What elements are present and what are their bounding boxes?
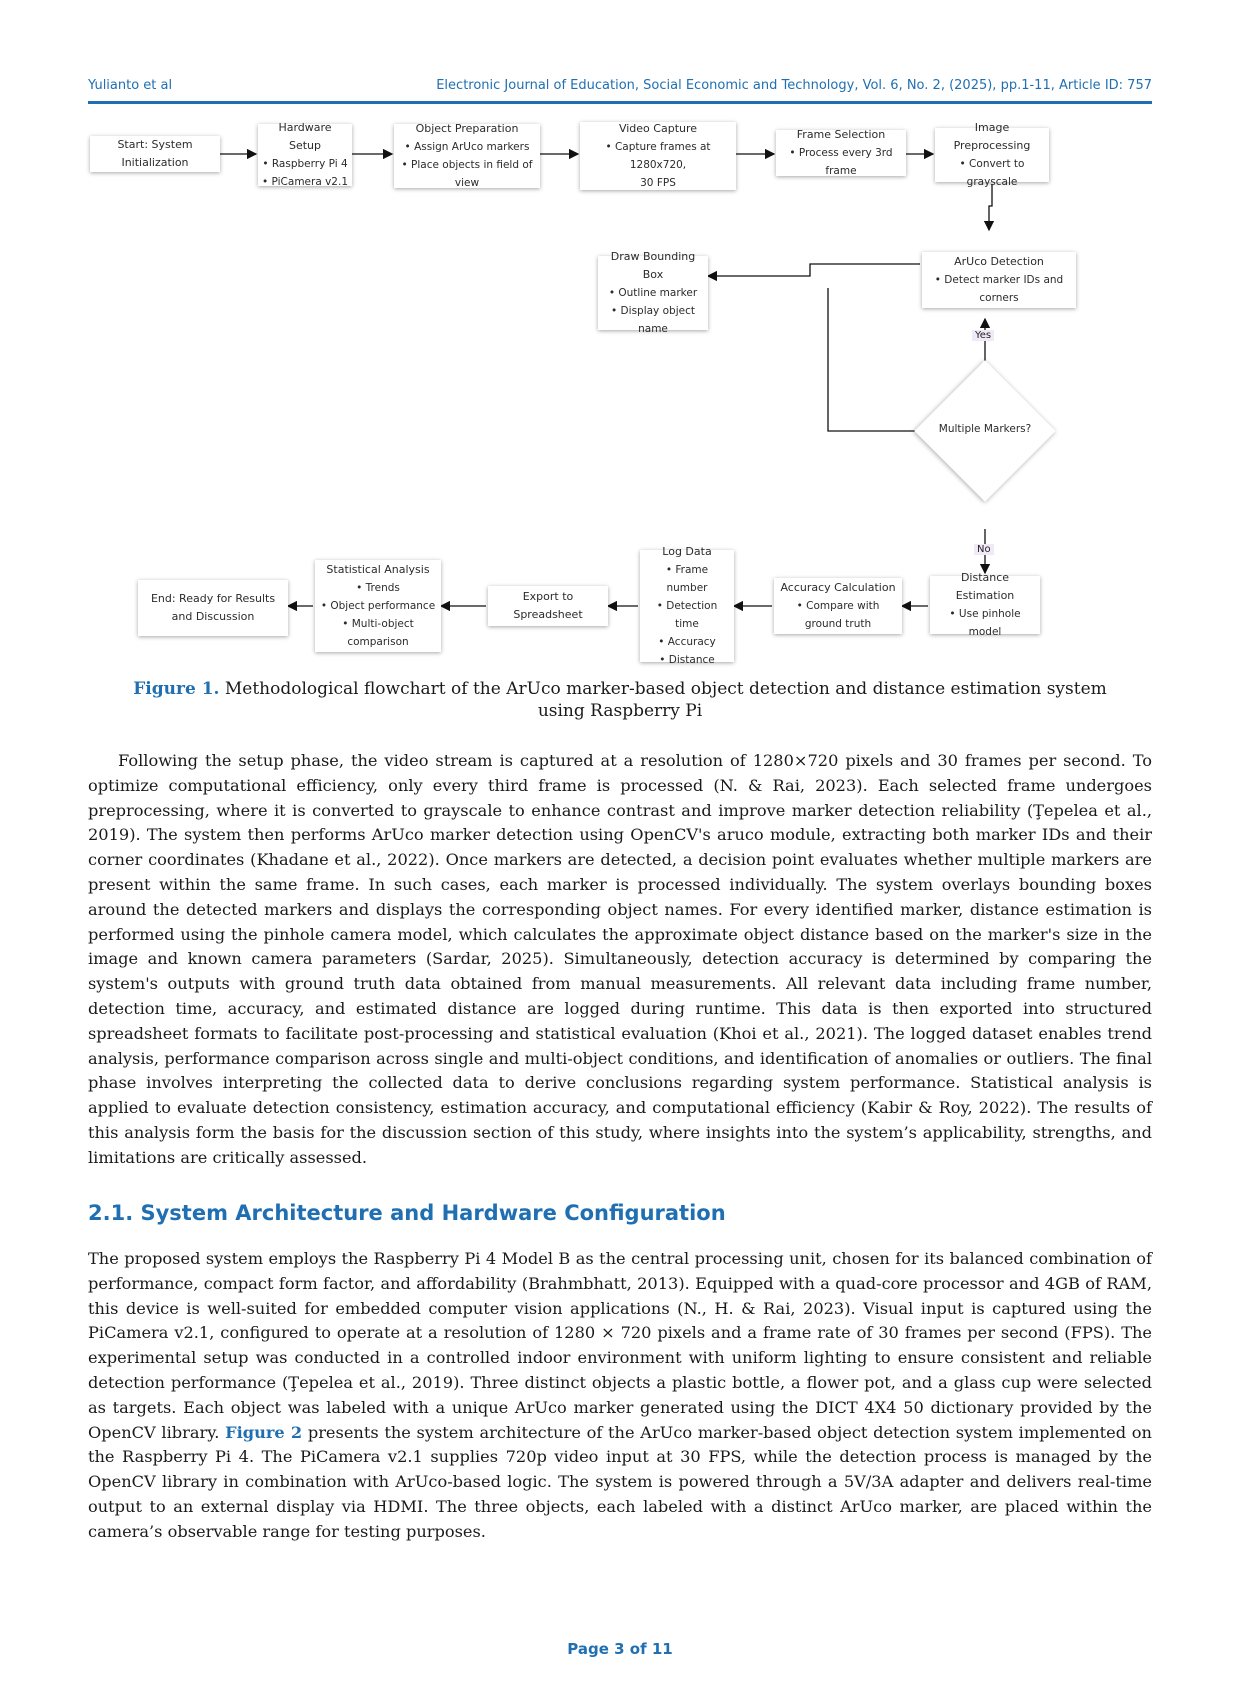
- node-statistical-analysis: Statistical Analysis • Trends • Object performance • Multi-object comparison: [315, 560, 441, 652]
- node-distance-estimation: Distance Estimation • Use pinhole model: [930, 576, 1040, 634]
- running-header-journal: Electronic Journal of Education, Social Economic and Technology, Vol. 6, No. 2, (2025), pp.1-11, Article ID: 757: [436, 78, 1152, 93]
- label-yes: Yes: [972, 330, 994, 341]
- label-no: No: [974, 544, 994, 555]
- node-object-preparation: Object Preparation • Assign ArUco markers • Place objects in field of view: [394, 124, 540, 188]
- figure-2-link[interactable]: Figure 2: [225, 1422, 303, 1442]
- node-end: End: Ready for Results and Discussion: [138, 580, 288, 636]
- node-export-spreadsheet: Export to Spreadsheet: [488, 586, 608, 626]
- node-image-preprocessing: Image Preprocessing • Convert to grayscale: [935, 128, 1049, 182]
- page-number: Page 3 of 11: [567, 1640, 673, 1658]
- node-log-data: Log Data • Frame number • Detection time • Accuracy • Distance: [640, 550, 734, 662]
- paragraph-2-text-before: The proposed system employs the Raspberry Pi 4 Model B as the central processing unit, chosen for its balanced combination of performance, compact form factor, and affordability (Brahmbhatt, 2013). Equipped with a quad-core processor and 4GB of RAM, this device is well-suited for embedded computer vision applications (N., H. & Rai, 2023). Visual input is captured using the PiCamera v2.1, configured to operate at a resolution of 1280 × 720 pixels and a frame rate of 30 frames per second (FPS). The experimental setup was conducted in a controlled indoor environment with uniform lighting to ensure consistent and reliable detection performance (Ţepelea et al., 2019). Three distinct objects a plastic bottle, a flower pot, and a glass cup were selected as targets. Each object was labeled with a unique ArUco marker generated using the DICT 4X4 50 dictionary provided by the OpenCV library.: [88, 1249, 1152, 1442]
- node-draw-bounding-box: Draw Bounding Box • Outline marker • Display object name: [598, 256, 708, 330]
- node-frame-selection: Frame Selection • Process every 3rd frame: [776, 130, 906, 176]
- figure-label: Figure 1.: [133, 679, 220, 699]
- node-start: Start: System Initialization: [90, 136, 220, 172]
- decision-label: Multiple Markers?: [938, 423, 1032, 435]
- body-paragraph-1: Following the setup phase, the video stream is captured at a resolution of 1280×720 pixels and 30 frames per second. To optimize computational efficiency, only every third frame is processed (N. & Rai, 2023). Each selected frame undergoes preprocessing, where it is converted to grayscale to enhance contrast and improve marker detection reliability (Ţepelea et al., 2019). The system then performs ArUco marker detection using OpenCV's aruco module, extracting both marker IDs and their corner coordinates (Khadane et al., 2022). Once markers are detected, a decision point evaluates whether multiple markers are present within the same frame. In such cases, each marker is processed individually. The system overlays bounding boxes around the detected markers and displays the corresponding object names. For every identified marker, distance estimation is performed using the pinhole camera model, which calculates the approximate object distance based on the marker's size in the image and known camera parameters (Sardar, 2025). Simultaneously, detection accuracy is determined by comparing the system's outputs with ground truth data obtained from manual measurements. All relevant data including frame number, detection time, accuracy, and estimated distance are logged during runtime. This data is then exported into structured spreadsheet formats to facilitate post-processing and statistical evaluation (Khoi et al., 2021). The logged dataset enables trend analysis, performance comparison across single and multi-object conditions, and identification of anomalies or outliers. The final phase involves interpreting the collected data to derive conclusions regarding system performance. Statistical analysis is applied to evaluate detection consistency, estimation accuracy, and computational efficiency (Kabir & Roy, 2022). The results of this analysis form the basis for the discussion section of this study, where insights into the system’s applicability, strengths, and limitations are critically assessed.: [88, 751, 1152, 1167]
- figure-caption: [120, 678, 1120, 722]
- body-paragraph-2: [88, 1247, 1152, 1545]
- figure-caption-text: Methodological flowchart of the ArUco marker-based object detection and distance estimation system using Raspberry Pi: [219, 679, 1107, 721]
- node-accuracy-calculation: Accuracy Calculation • Compare with ground truth: [774, 578, 902, 634]
- paragraph-2-text-after: presents the system architecture of the ArUco marker-based object detection system implemented on the Raspberry Pi 4. The PiCamera v2.1 supplies 720p video input at 30 FPS, while the detection process is managed by the OpenCV library in combination with ArUco-based logic. The system is powered through a 5V/3A adapter and delivers real-time output to an external display via HDMI. The three objects, each labeled with a distinct ArUco marker, are placed within the camera’s observable range for testing purposes.: [88, 1422, 1152, 1541]
- node-aruco-detection: ArUco Detection • Detect marker IDs and corners: [922, 252, 1076, 308]
- section-heading: 2.1. System Architecture and Hardware Configuration: [88, 1201, 726, 1225]
- header-rule: [88, 101, 1152, 104]
- running-header-authors: Yulianto et al: [88, 78, 173, 93]
- node-video-capture: Video Capture • Capture frames at 1280x720, 30 FPS: [580, 122, 736, 190]
- node-hardware-setup: Hardware Setup • Raspberry Pi 4 • PiCamera v2.1: [258, 124, 352, 186]
- methodology-flowchart: [88, 118, 1152, 678]
